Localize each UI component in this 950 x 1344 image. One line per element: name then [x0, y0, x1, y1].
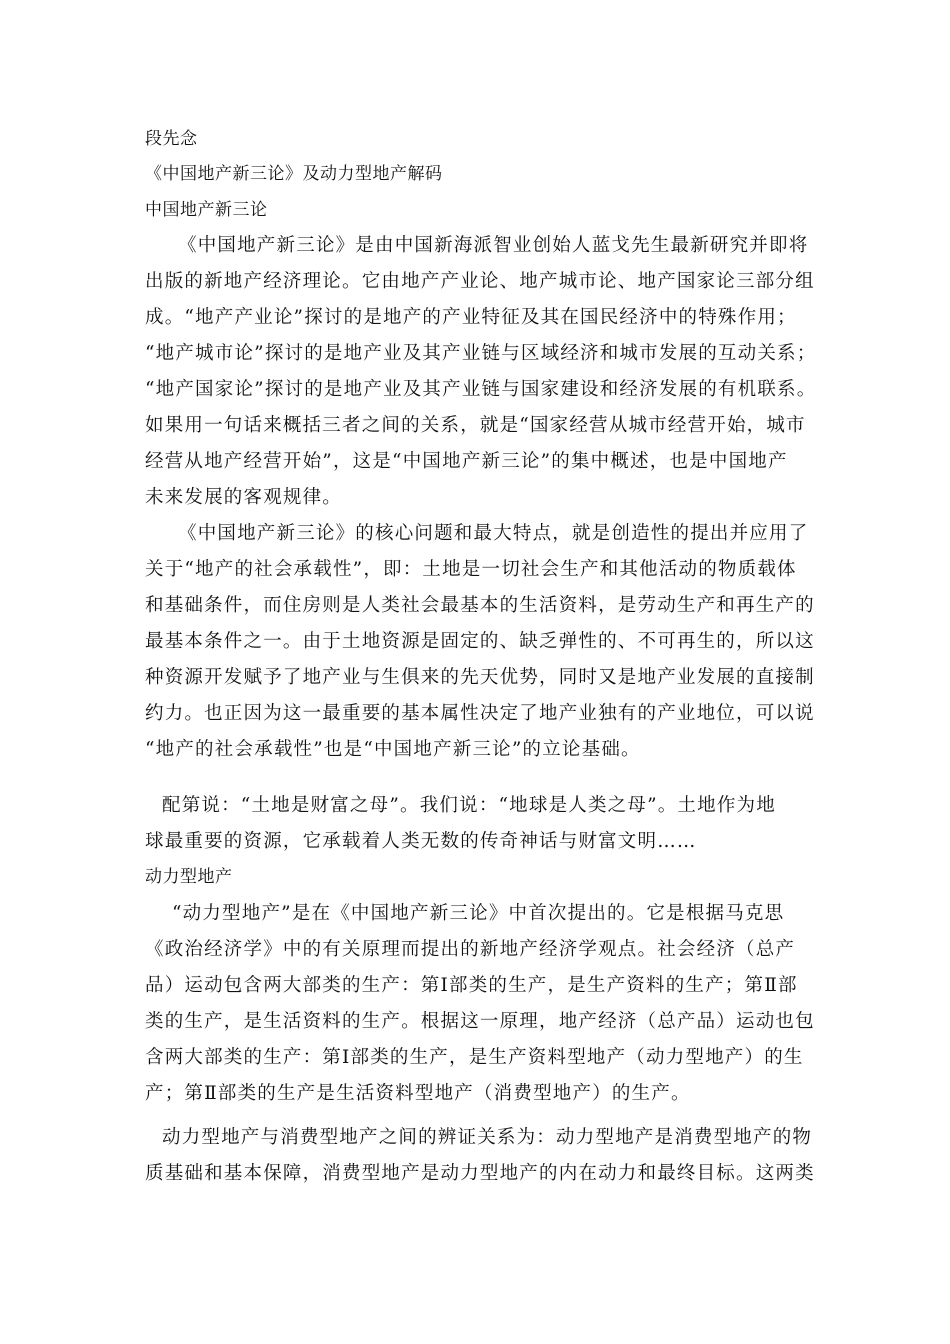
paragraph-line: 含两大部类的生产：第Ⅰ部类的生产，是生产资料型地产（动力型地产）的生: [145, 1047, 804, 1068]
author-name: 段先念: [145, 129, 198, 149]
paragraph-line: 《政治经济学》中的有关原理而提出的新地产经济学观点。社会经济（总产: [145, 939, 796, 960]
paragraph-line: 种资源开发赋予了地产业与生俱来的先天优势，同时又是地产业发展的直接制: [145, 667, 815, 688]
paragraph-line: 约力。也正因为这一最重要的基本属性决定了地产业独有的产业地位，可以说: [145, 703, 815, 724]
paragraph-line: 关于“地产的社会承载性”，即：土地是一切社会生产和其他活动的物质载体: [145, 559, 797, 580]
paragraph-line: “动力型地产”是在《中国地产新三论》中首次提出的。它是根据马克思: [172, 903, 785, 924]
paragraph-line: 质基础和基本保障，消费型地产是动力型地产的内在动力和最终目标。这两类: [145, 1163, 815, 1184]
document-title: 《中国地产新三论》及动力型地产解码: [145, 164, 443, 184]
section-heading-1: 中国地产新三论: [145, 200, 268, 220]
paragraph-line: 动力型地产与消费型地产之间的辨证关系为：动力型地产是消费型地产的物: [162, 1127, 813, 1148]
paragraph-line: 出版的新地产经济理论。它由地产产业论、地产城市论、地产国家论三部分组: [145, 271, 815, 292]
paragraph-line: 和基础条件，而住房则是人类社会最基本的生活资料，是劳动生产和再生产的: [145, 595, 815, 616]
paragraph-line: “地产城市论”探讨的是地产业及其产业链与区域经济和城市发展的互动关系；: [145, 343, 817, 364]
paragraph-line: 球最重要的资源，它承载着人类无数的传奇神话与财富文明……: [145, 831, 697, 852]
paragraph-line: 《中国地产新三论》是由中国新海派智业创始人蓝戈先生最新研究并即将: [178, 235, 809, 256]
paragraph-line: 未来发展的客观规律。: [145, 487, 343, 508]
paragraph-line: 配第说：“土地是财富之母”。我们说：“地球是人类之母”。土地作为地: [162, 795, 776, 816]
paragraph-line: 成。“地产产业论”探讨的是地产的产业特征及其在国民经济中的特殊作用；: [145, 307, 797, 328]
paragraph-line: 《中国地产新三论》的核心问题和最大特点，就是创造性的提出并应用了: [178, 523, 809, 544]
paragraph-line: 类的生产，是生活资料的生产。根据这一原理，地产经济（总产品）运动也包: [145, 1011, 815, 1032]
paragraph-line: 产；第Ⅱ部类的生产是生活资料型地产（消费型地产）的生产。: [145, 1083, 691, 1104]
paragraph-line: 最基本条件之一。由于土地资源是固定的、缺乏弹性的、不可再生的，所以这: [145, 631, 815, 652]
paragraph-line: “地产国家论”探讨的是地产业及其产业链与国家建设和经济发展的有机联系。: [145, 379, 817, 400]
paragraph-line: 如果用一句话来概括三者之间的关系，就是“国家经营从城市经营开始，城市: [145, 415, 806, 436]
section-heading-2: 动力型地产: [145, 867, 233, 887]
paragraph-line: 经营从地产经营开始”，这是“中国地产新三论”的集中概述，也是中国地产: [145, 451, 788, 472]
paragraph-line: “地产的社会承载性”也是“中国地产新三论”的立论基础。: [145, 739, 641, 760]
paragraph-line: 品）运动包含两大部类的生产：第Ⅰ部类的生产，是生产资料的生产；第Ⅱ部: [145, 975, 798, 996]
